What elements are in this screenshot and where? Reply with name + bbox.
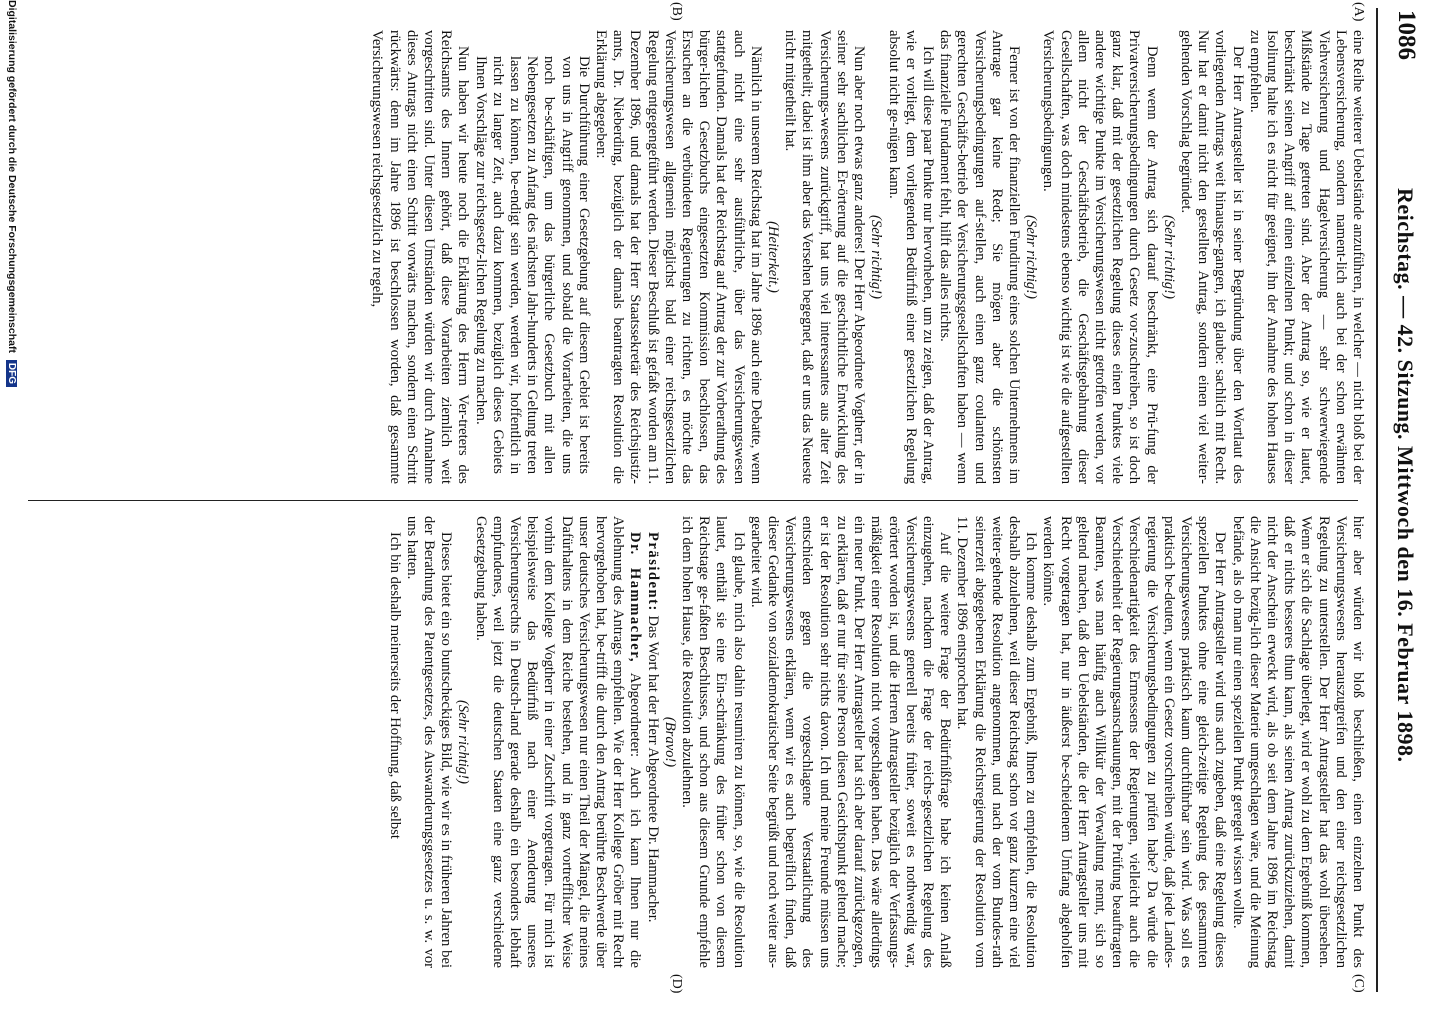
newspaper-page bbox=[19, 2, 1424, 994]
interjection: (Sehr richtig!) bbox=[1023, 215, 1040, 299]
left-column bbox=[368, 8, 1366, 484]
page-number: 1086 bbox=[1393, 10, 1420, 60]
page-title: Reichstag. — 42. Sitzung. Mittwoch den 16. Februar 1898. bbox=[1393, 188, 1418, 763]
digitization-credit bbox=[0, 0, 18, 1000]
interjection: (Heiterkeit.) bbox=[765, 221, 782, 293]
paragraph: eine Reihe weiterer Uebelstände anzuführen, in welcher — nicht bloß bei der Lebensversicherung, sondern nament-lich auch bei der schon erwähnten Viehversicherung und Hagelversicherung — sehr schwerwiegende Mißstände zu Tage getreten sind. Aber der Antrag so, wie er lautet, beschränkt seinen Angriff auf einen einzelnen Punkt; und schon in dieser Isolirung halte ich es nicht für geeignet, ihn der Annahme des hohen Hauses zu empfehlen. bbox=[1246, 30, 1366, 484]
president-text: Das Wort hat der Herr Abgeordnete Dr. Hammacher. bbox=[644, 615, 661, 923]
margin-marker-c: (C) bbox=[1351, 974, 1366, 993]
right-column bbox=[385, 516, 1366, 968]
paragraph: Nun aber noch etwas ganz anderes! Der Herr Abgeordnete Vogtherr, der in seiner sehr sachlichen Er-örterung auf die geschichtliche Entwicklung des Versicherungs-wesens zurückgriff, hat uns viel interessantes aus alter Zeit mitgetheilt; dabei ist ihm aber das Versehen begegnet, daß er uns das Neueste nicht mitgetheilt hat. bbox=[782, 30, 868, 484]
credit-text: Digitalisierung gefördert durch die Deutsche Forschungsgemeinschaft bbox=[6, 0, 18, 353]
paragraph: Ich glaube, mich also dahin resumiren zu können, so, wie die Resolution lautet, enthält sie eine Ein-schränkung des früher schon von diesem Reichstage ge-faßten Beschlusses, und schon aus diesem Grunde empfehle ich dem hohen Hause, die Resolution abzulehnen. bbox=[679, 516, 747, 968]
interjection: (Bravo!) bbox=[661, 716, 678, 768]
page-header bbox=[1374, 8, 1424, 992]
paragraph: Ich will diese paar Punkte nur hervorheben, um zu zeigen, daß der Antrag, wie er vorliegt, dem vorliegenden Bedürfniß einer gesetzlichen Regelung absolut nicht ge-nügen kann. bbox=[885, 30, 936, 484]
paragraph: Denn wenn der Antrag sich darauf beschränkt, eine Prü-fung der Privatversicherungsbedingungen durch Gesetz vor-zuschreiben, so ist doch ganz klar, daß mit der gesetzlichen Regelung dieses einen Punktes viele andere wichtige Punkte im Versicherungswesen nicht getroffen werden, vor allem nicht der Geschäftsbetrieb, die Geschäftsgebahrung dieser Gesellschaften, was doch mindestens ebenso wichtig ist wie die aufgestellten Versicherungsbedingungen. bbox=[1040, 30, 1160, 484]
quotation: Die Durchführung einer Gesetzgebung auf diesem Gebiet ist bereits von uns in Angriff genommen, und sobald die Vorarbeiten, die uns noch be-schäftigen, um das bürgerliche Gesetzbuch mit allen Nebengesetzen zu Anfang des nächsten Jahr-hunderts in Geltung treten lassen zu können, be-endigt sein werden, werden wir, hoffentlich in nicht zu langer Zeit, auch dazu kommen, bezüglich dieses Gebiets Ihnen Vorschläge zur reichsgesetz-lichen Regelung zu machen. bbox=[472, 56, 592, 474]
paragraph: Nämlich in unserem Reichstag hat im Jahre 1896 auch eine Debatte, wenn auch nicht eine sehr ausführliche, über das Versicherungswesen stattgefunden. Damals hat der Reichstag auf Antrag der zur Vorberathung des bürger-lichen Gesetzbuchs eingesetzten Kommission beschlossen, das Ersuchen an die verbündeten Regierungen zu richten, es möchte das Versicherungswesen allgemein möglichst bald einer reichsgesetzlichen Regelung entgegengeführt werden. Dieser Beschluß ist gefaßt worden am 11. Dezember 1896, und damals hat der Herr Staatssekretär des Reichsjustiz-amts, Dr. Nieberding, bezüglich der damals beantragten Resolution die Erklärung abgegeben: bbox=[593, 30, 764, 484]
president-label: Präsident: bbox=[644, 532, 661, 612]
paragraph: Auf die weitere Frage der Bedürfnißfrage habe ich keinen Anlaß einzugehen, nachdem die Frage der reichs-gesetzlichen Regelung des Versicherungswesens generell bereits früher, soweit es nothwendig war, erörtert worden ist, und die Herren Antragsteller bezüglich der Verfassungs-mäßigkeit einer Resolution nicht vorgeschlagen haben. Das wäre allerdings ein neuer Punkt. Der Herr Antragsteller hat sich aber darauf zurückgezogen, zu erklären, daß er nur für seine Person diesen Gesichtspunkt geltend mache; er ist der Resolution sehr nichts davon. Ich und meine Freunde müssen uns entschieden gegen die vorgeschlagene Verstaatlichung des Versicherungswesens erklären, wenn wir es auch begreiflich finden, daß dieser Gedanke von sozialdemokratischer Seite begrüßt und noch weiter aus-gearbeitet wird. bbox=[747, 516, 954, 968]
speaker-paragraph bbox=[471, 516, 643, 968]
interjection: (Sehr richtig!) bbox=[1160, 215, 1177, 299]
interjection: (Sehr richtig!) bbox=[868, 215, 885, 299]
dfg-logo: DFG bbox=[6, 360, 17, 387]
president-paragraph bbox=[643, 516, 660, 968]
paragraph: Ich komme deshalb zum Ergebniß, Ihnen zu empfehlen, die Resolution deshalb abzulehnen, weil dieser Reichstag schon vor ganz kurzem eine viel weiter-gehende Resolution angenommen, und nach der vom Bundes-rath seinerzeit abgegebenen Erklärung die Reichsregierung der Resolution vom 11. Dezember 1896 entsprochen hat. bbox=[954, 516, 1040, 968]
speaker-label: Dr. Hammacher, bbox=[627, 532, 644, 664]
paragraph: Dieses bietet ein so buntscheckiges Bild, wie wir es in früheren Jahren bei der Berathung des Patentgesetzes, des Auswanderungsgesetzes u. s. w. vor uns hatten. bbox=[403, 516, 455, 968]
column-divider bbox=[28, 500, 1358, 501]
interjection: (Sehr richtig!) bbox=[455, 700, 472, 784]
margin-marker-d: (D) bbox=[669, 974, 684, 994]
paragraph: Der Herr Antragsteller wird uns auch zugeben, daß eine Regelung dieses speziellen Punktes ohne eine gleich-zeitige Regelung des gesammten Versicherungswesens praktisch kaum durchführbar sein wird. Was soll es praktisch be-deuten, wenn ein Gesetz vorschreiben würde, daß jede Landes-regierung die Versicherungsbedingungen zu prüfen habe? Da würde die Verschiedenartigkeit des Ermessens der Regierungen, vielleicht auch die Verschiedenheit der Regierungsanschauungen, mit der Prüfung beauftragten Beamten, was man häufig auch Willkür der Verwaltung nennt, sich so geltend machen, daß den Uebelständen, die der Herr Antragsteller uns mit Recht vorgetragen hat, nur in äußerst be-scheidenem Umfang abgeholfen werden könnte. bbox=[1040, 516, 1229, 968]
paragraph: Nun haben wir heute noch die Erklärung des Herrn Ver-treters des Reichsamts des Innern gehört, daß diese Vorarbeiten ziemlich weit vorgeschritten sind. Unter diesen Umständen würden wir durch Annahme dieses Antrags nicht einen Schritt vorwärts machen, sondern einen Schritt rückwärts: denn im Jahre 1896 ist beschlossen worden, daß gesammte Versicherungswesen reichsgesetzlich zu regeln, bbox=[369, 30, 472, 484]
paragraph: Der Herr Antragsteller ist in seiner Begründung über den Wortlaut des vorliegenden Antrags weit hinausge-gangen, ich glaube: sachlich mit Recht. Nur hat er damit nicht den gestellten Antrag, sondern einen viel weiter-gehenden Vorschlag begründet. bbox=[1177, 30, 1246, 484]
paragraph: hier aber würden wir bloß beschließen, einen einzelnen Punkt des Versicherungswesens herauszugreifen und den einer reichsgesetzlichen Regelung zu unterstellen. Der Herr Antragsteller hat das wohl übersehen. Wenn er sich die Sachlage überlegt, wird er wohl zu dem Ergebniß kommen, daß er nichts besseres thun kann, als seinen Antrag zurückzuziehen, damit nicht der Anschein erweckt wird, als ob seit dem Jahre 1896 im Reichstag die Ansicht bezüg-lich dieser Materie umgeschlagen wäre, und die Meinung befände, als ob man nur einen speziellen Punkt geregelt wissen wollte. bbox=[1229, 516, 1366, 968]
paragraph: Ich bin deshalb meinerseits der Hoffnung, daß selbst bbox=[386, 532, 403, 839]
margin-marker-a: (A) bbox=[1351, 2, 1366, 22]
paragraph: Ferner ist von der finanziellen Fundirung eines solchen Unternehmens im Antrage gar keine Rede; Sie mögen aber die schönsten Versicherungsbedingungen auf-stellen, auch einen ganz coulanten und gerechten Geschäfts-betrieb der Versicherungsgesellschaften haben — wenn das finanzielle Fundament fehlt, hilft das alles nichts. bbox=[937, 30, 1022, 484]
speaker-text: Abgeordneter: Auch ich kann Ihnen nur die Ablehnung des Antrags empfehlen. Wie der Herr Kollege Gröber mit Recht hervorgehoben hat, be-trifft die durch den Antrag berührte Beschwerde über unser deutsches Versicherungswesen nur einen Theil der Mängel, die meines Dafürhaltens in dem Reiche bestehen, und in ganz vortrefflicher Weise vorhin dem Kollege Vogtherr in einer Zuschrift vorgetragen. Für mich ist beispielsweise das Bedürfniß nach einer Aenderung unseres Versicherungsrechts in Deutsch-land gerade deshalb ein besonders lebhaft empfundenes, weil jetzt die deutschen Staaten eine ganz verschiedene Gesetzgebung haben. bbox=[472, 516, 644, 968]
header-rule bbox=[1376, 8, 1378, 992]
margin-marker-b: (B) bbox=[669, 2, 684, 21]
